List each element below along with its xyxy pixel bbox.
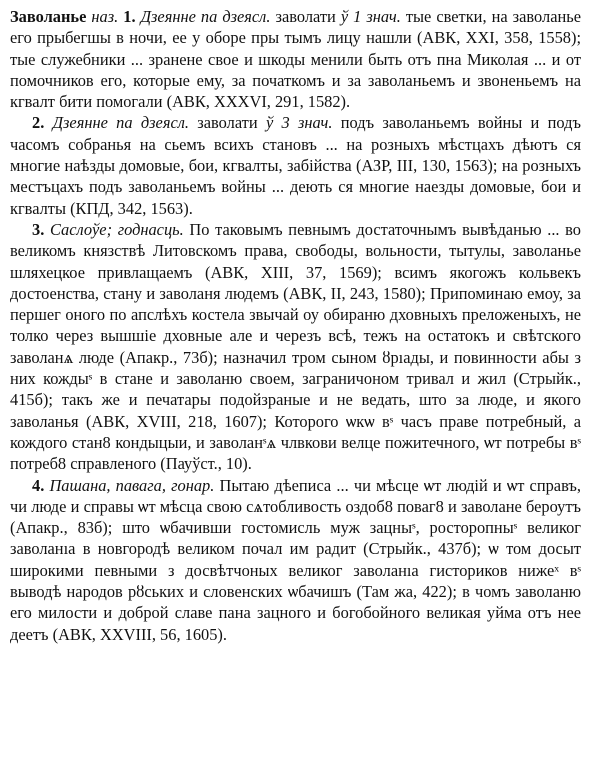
sense-1-paragraph: [10, 6, 581, 112]
sense-2-paragraph: [10, 112, 581, 218]
cross-reference: заволати: [275, 7, 336, 26]
cross-reference-gloss: ў 1 знач.: [340, 7, 401, 26]
sense-3-paragraph: [10, 219, 581, 475]
sense-4-paragraph: [10, 475, 581, 645]
sense-number: 2.: [32, 113, 45, 133]
part-of-speech: наз.: [91, 7, 119, 26]
sense-number: 1.: [123, 7, 136, 26]
entry-headword: Заволанье: [10, 7, 87, 26]
cross-reference-gloss: ў 3 знач.: [265, 113, 333, 133]
sense-definition: Дзеянне па дзеясл.: [140, 7, 271, 26]
sense-number: 3.: [32, 219, 45, 239]
sense-citations: подъ заволаньемъ войны и подъ часомъ собранья на сьемъ всихъ становъ ... на розныхъ мѣстцахъ дѣютъ ся многие наѣзды домовые, бои, кгвалты, забійства (АЗР, III, 130, 1563); на розныхъ местъцахъ подъ заволаньемъ войны ... деють ся многие наезды домовые, бои и кгвалты (КПД, 342, 1563).: [10, 113, 581, 218]
sense-definition: Дзеянне па дзеясл.: [52, 113, 189, 133]
sense-citations: По таковымъ певнымъ достаточнымъ вывѣданью ... во великомъ князствѣ Литовскомъ права, свободы, вольности, тытулы, заволанье шляхецкое привлащаемъ (АВК, XIII, 37, 1569); всимъ якогожъ кольвекъ достоенства, стану и заволаня людемъ (АВК, II, 243, 1580); Припоминаю емоу, за першег оного по апслѣхъ костела звычай оу обираню дховныхъ преложеныхъ, не толко через вышшіе дховные але и черезъ всѣ, тежъ на остатокъ и свѣтского заволанѧ люде (Апакр., 73б); назначил тром сыном ȣрıады, и повинности абы з них кождыˢ в стане и заволаню своем, заграничоном тривал и жил (Стрыйк., 415б); такъ же и печатары подойзраные и не ведать, што за люде, и якого заволанья (АВК, XVIII, 218, 1607); Которого ѡкѡ вˢ часъ праве потребный, а кождого стан8 кондыцыи, и заволанˢѧ члвкови велце пожитечного, ѡт потребы вˢ потреб8 справленого (Пауўст., 10).: [10, 219, 581, 474]
sense-citations: Пытаю дѣеписа ... чи мѣсце ѡт людій и ѡт справъ, чи люде и справы ѡт мѣсца свою сѧтобливость оздоб8 поваг8 и заволане бероутъ (Апакр., 83б); што ѡбачивши гостомисль муж зацныˢ, росторопныˢ великог заволанıа в новгородѣ великом почал им радит (Стрыйк., 437б); ѡ том досыт широкими певными з досвѣтчоных великог заволанıа гисториков нижеˣ вˢ выводѣ народов рȣських и словенских ѡбачишъ (Там жа, 422); в чомъ заволаню его милости и доброй славе пана зацного и богобойного великая уйма отъ нее деетъ (АВК, XXVIII, 56, 1605).: [10, 475, 581, 644]
sense-definition: Пашана, павага, гонар.: [49, 475, 215, 495]
sense-definition: Саслоўе; годнасць.: [49, 219, 184, 239]
sense-number: 4.: [32, 475, 45, 495]
cross-reference: заволати: [197, 113, 258, 133]
sense-citations: тые светки, на заволанье его прыбегшы в ночи, ее у оборе пры тымъ лицу нашли (АВК, XXI, 358, 1558); тые служебники ... зранене свое и шкоды менили быть отъ пна Миколая ... и от помочников его, которые ему, за початкомъ и за заволаньемъ и звоненьемъ на кгвалт бити помогали (АВК, XXXVI, 291, 1582).: [10, 7, 581, 112]
